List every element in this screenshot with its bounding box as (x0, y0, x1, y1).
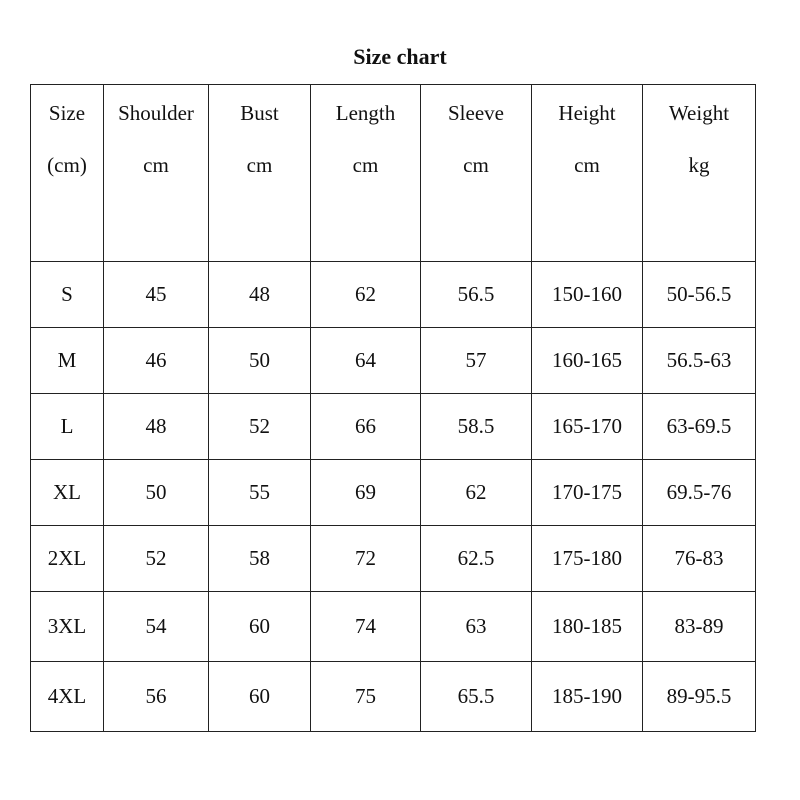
cell-sleeve: 65.5 (421, 662, 532, 732)
cell-height: 150-160 (532, 262, 643, 328)
cell-size: 3XL (31, 592, 104, 662)
cell-size: 4XL (31, 662, 104, 732)
cell-sleeve: 56.5 (421, 262, 532, 328)
cell-size: M (31, 328, 104, 394)
header-cell-length: Length cm (311, 85, 421, 262)
cell-bust: 55 (209, 460, 311, 526)
cell-bust: 60 (209, 592, 311, 662)
cell-length: 72 (311, 526, 421, 592)
cell-length: 75 (311, 662, 421, 732)
cell-height: 160-165 (532, 328, 643, 394)
table-row (31, 592, 756, 662)
cell-shoulder: 56 (104, 662, 209, 732)
cell-shoulder: 46 (104, 328, 209, 394)
header-cell-height: Height cm (532, 85, 643, 262)
table-row (31, 526, 756, 592)
cell-height: 175-180 (532, 526, 643, 592)
cell-sleeve: 58.5 (421, 394, 532, 460)
cell-weight: 50-56.5 (643, 262, 756, 328)
table-row (31, 460, 756, 526)
cell-length: 69 (311, 460, 421, 526)
header-cell-sleeve: Sleeve cm (421, 85, 532, 262)
cell-size: L (31, 394, 104, 460)
cell-bust: 60 (209, 662, 311, 732)
cell-bust: 50 (209, 328, 311, 394)
cell-weight: 69.5-76 (643, 460, 756, 526)
cell-length: 66 (311, 394, 421, 460)
cell-bust: 58 (209, 526, 311, 592)
cell-weight: 76-83 (643, 526, 756, 592)
cell-sleeve: 62 (421, 460, 532, 526)
cell-sleeve: 62.5 (421, 526, 532, 592)
header-cell-size: Size (cm) (31, 85, 104, 262)
cell-weight: 89-95.5 (643, 662, 756, 732)
cell-weight: 63-69.5 (643, 394, 756, 460)
cell-weight: 83-89 (643, 592, 756, 662)
size-table (30, 84, 756, 732)
cell-bust: 48 (209, 262, 311, 328)
cell-shoulder: 45 (104, 262, 209, 328)
cell-weight: 56.5-63 (643, 328, 756, 394)
cell-size: S (31, 262, 104, 328)
cell-sleeve: 57 (421, 328, 532, 394)
header-cell-bust: Bust cm (209, 85, 311, 262)
table-row (31, 328, 756, 394)
header-cell-shoulder: Shoulder cm (104, 85, 209, 262)
cell-shoulder: 50 (104, 460, 209, 526)
header-cell-weight: Weight kg (643, 85, 756, 262)
cell-height: 185-190 (532, 662, 643, 732)
cell-length: 74 (311, 592, 421, 662)
cell-shoulder: 54 (104, 592, 209, 662)
cell-height: 170-175 (532, 460, 643, 526)
cell-size: XL (31, 460, 104, 526)
chart-title: Size chart (353, 44, 447, 69)
cell-shoulder: 48 (104, 394, 209, 460)
cell-sleeve: 63 (421, 592, 532, 662)
table-header-row (31, 85, 756, 262)
table-row (31, 662, 756, 732)
cell-length: 62 (311, 262, 421, 328)
cell-bust: 52 (209, 394, 311, 460)
cell-height: 180-185 (532, 592, 643, 662)
cell-length: 64 (311, 328, 421, 394)
cell-height: 165-170 (532, 394, 643, 460)
table-row (31, 262, 756, 328)
cell-shoulder: 52 (104, 526, 209, 592)
table-row (31, 394, 756, 460)
cell-size: 2XL (31, 526, 104, 592)
